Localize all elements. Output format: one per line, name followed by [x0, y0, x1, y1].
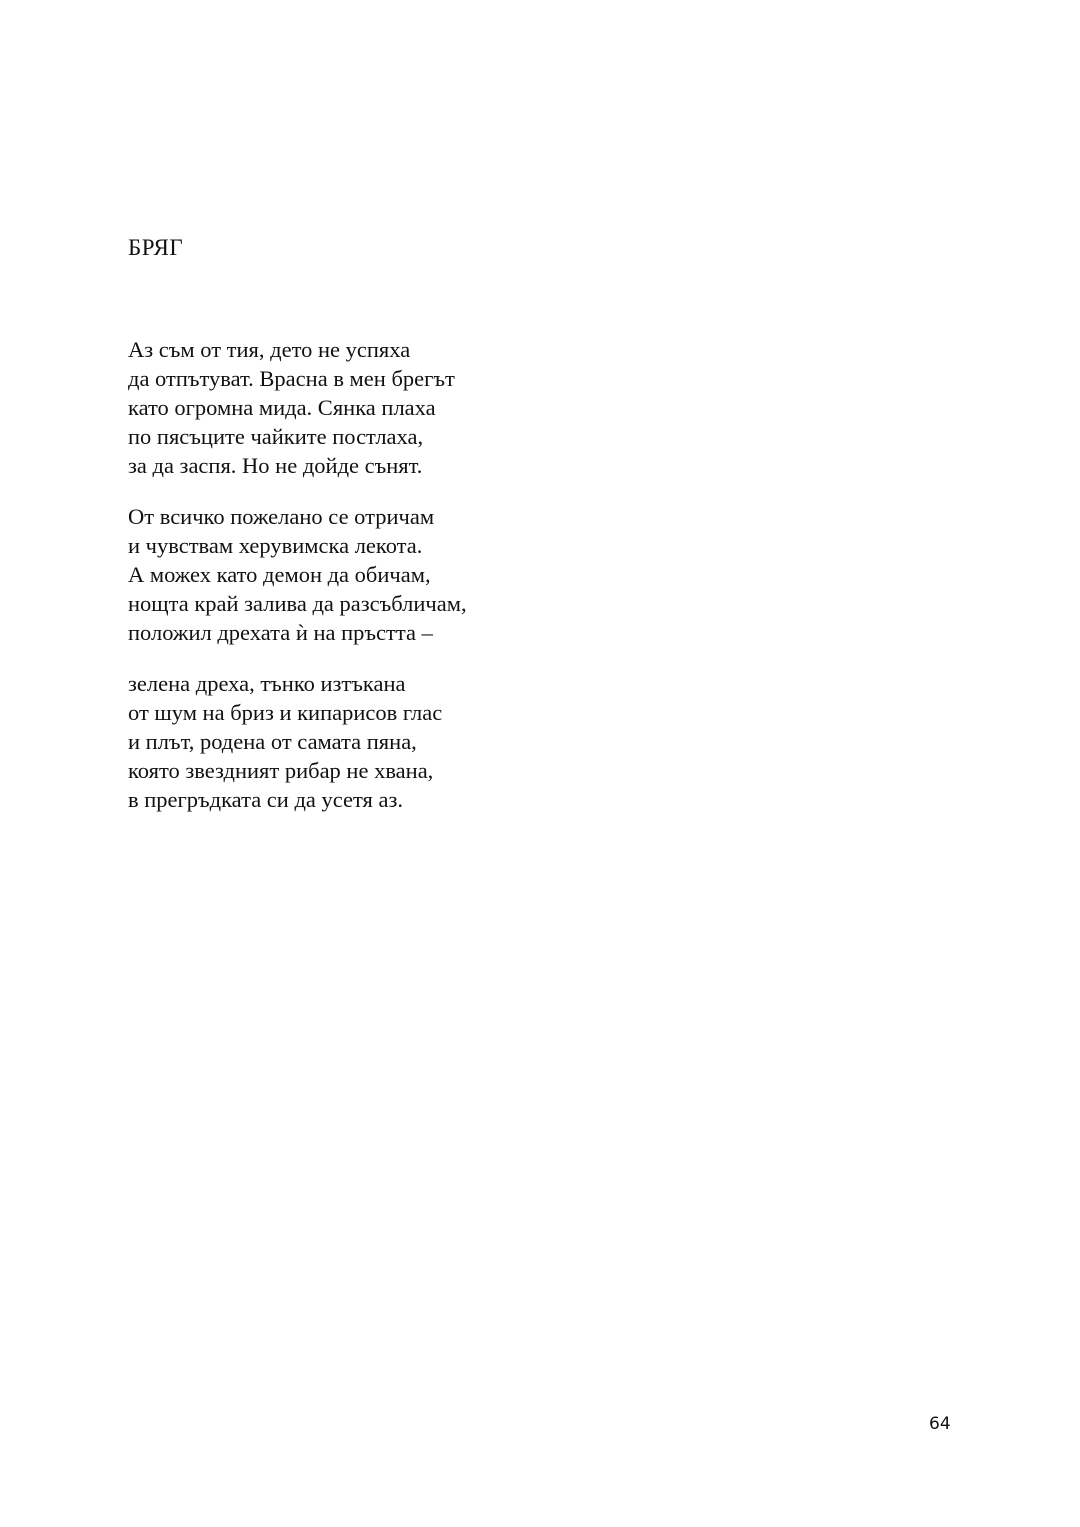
- poem-line: и чувствам херувимска лекота.: [128, 533, 423, 558]
- poem-line: в прегръдката си да усетя аз.: [128, 787, 404, 812]
- stanza-2: [128, 502, 467, 647]
- poem-line: А можех като демон да обичам,: [128, 562, 431, 587]
- poem-line: От всичко пожелано се отричам: [128, 504, 435, 529]
- poem-line: от шум на бриз и кипарисов глас: [128, 700, 443, 725]
- poem-line: положил дрехата ѝ на пръстта –: [128, 620, 433, 645]
- poem-line: за да заспя. Но не дойде сънят.: [128, 453, 423, 478]
- poem-line: зелена дреха, тънко изтъкана: [128, 671, 406, 696]
- stanza-1: [128, 335, 455, 480]
- poem-line: по пясъците чайките постлаха,: [128, 424, 424, 449]
- page-number: 64: [929, 1414, 951, 1434]
- poem-line: да отпътуват. Врасна в мен брегът: [128, 366, 455, 391]
- poem-line: която звездният рибар не хвана,: [128, 758, 434, 783]
- poem-line: и плът, родена от самата пяна,: [128, 729, 417, 754]
- poem-line: като огромна мида. Сянка плаха: [128, 395, 436, 420]
- stanza-3: [128, 669, 442, 814]
- poem-line: нощта край залива да разсъбличам,: [128, 591, 467, 616]
- poem-title: БРЯГ: [128, 235, 184, 260]
- poem-line: Аз съм от тия, дето не успяха: [128, 337, 411, 362]
